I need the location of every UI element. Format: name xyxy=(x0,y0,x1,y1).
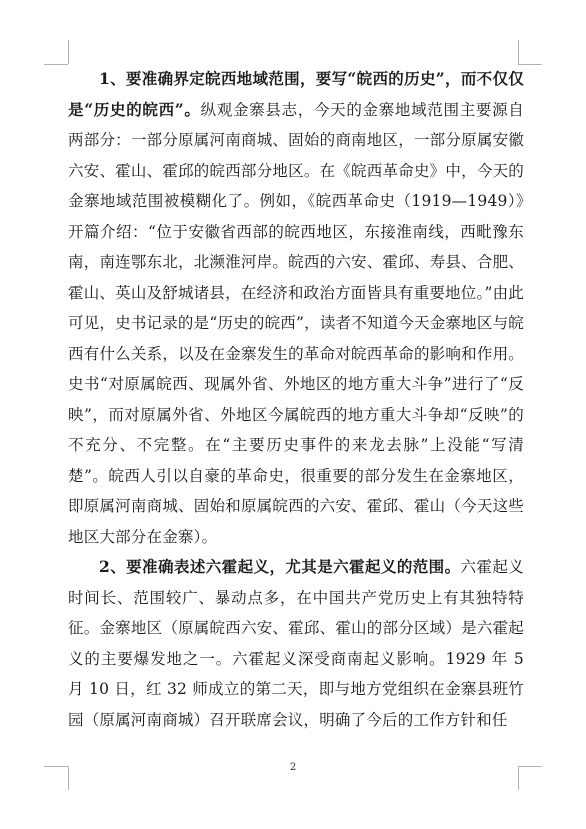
document-body xyxy=(68,64,524,735)
paragraph-1 xyxy=(68,64,524,552)
paragraph-1-text: 纵观金寨县志，今天的金寨地域范围主要源自两部分：一部分原属河南商城、固始的商南地区，一部分原属安徽六安、霍山、霍邱的皖西部分地区。在《皖西革命史》中，今天的金寨地域范围被模糊化了。例如，《皖西革命史（1919—1949）》开篇介绍：“位于安徽省西部的皖西地区，东接淮南线，西毗豫东南，南连鄂东北，北濒淮河岸。皖西的六安、霍邱、寿县、合肥、霍山、英山及舒城诸县，在经济和政治方面皆具有重要地位。”由此可见，史书记录的是“历史的皖西”，读者不知道今天金寨地区与皖西有什么关系，以及在金寨发生的革命对皖西革命的影响和作用。史书“对原属皖西、现属外省、外地区的地方重大斗争”进行了“反映”，而对原属外省、外地区今属皖西的地方重大斗争却“反映”的不充分、不完整。在“主要历史事件的来龙去脉”上没能“写清楚”。皖西人引以自豪的革命史，很重要的部分发生在金寨地区，即原属河南商城、固始和原属皖西的六安、霍邱、霍山（今天这些地区大部分在金寨）。 xyxy=(68,100,524,546)
page-number: 2 xyxy=(289,762,297,773)
paragraph-2 xyxy=(68,552,524,735)
crop-mark-top-left-v xyxy=(68,40,69,64)
crop-mark-top-right-v xyxy=(518,40,519,64)
crop-mark-top-left-h xyxy=(44,64,68,65)
paragraph-2-heading: 2、要准确表述六霍起义，尤其是六霍起义的范围。 xyxy=(99,557,461,576)
paragraph-2-text: 六霍起义时间长、范围较广、暴动点多，在中国共产党历史上有其独特特征。金寨地区（原属皖西六安、霍邱、霍山的部分区域）是六霍起义的主要爆发地之一。六霍起义深受商南起义影响。1929 年 5 月 10 日，红 32 师成立的第二天，即与地方党组织在金寨县班竹园（原属河南商城）召开联席会议，明确了今后的工作方针和任 xyxy=(68,558,524,729)
paragraph-1-heading: 1、要准确界定皖西地域范围，要写“皖西的历史”，而不仅仅是“历史的皖西”。 xyxy=(68,69,524,119)
